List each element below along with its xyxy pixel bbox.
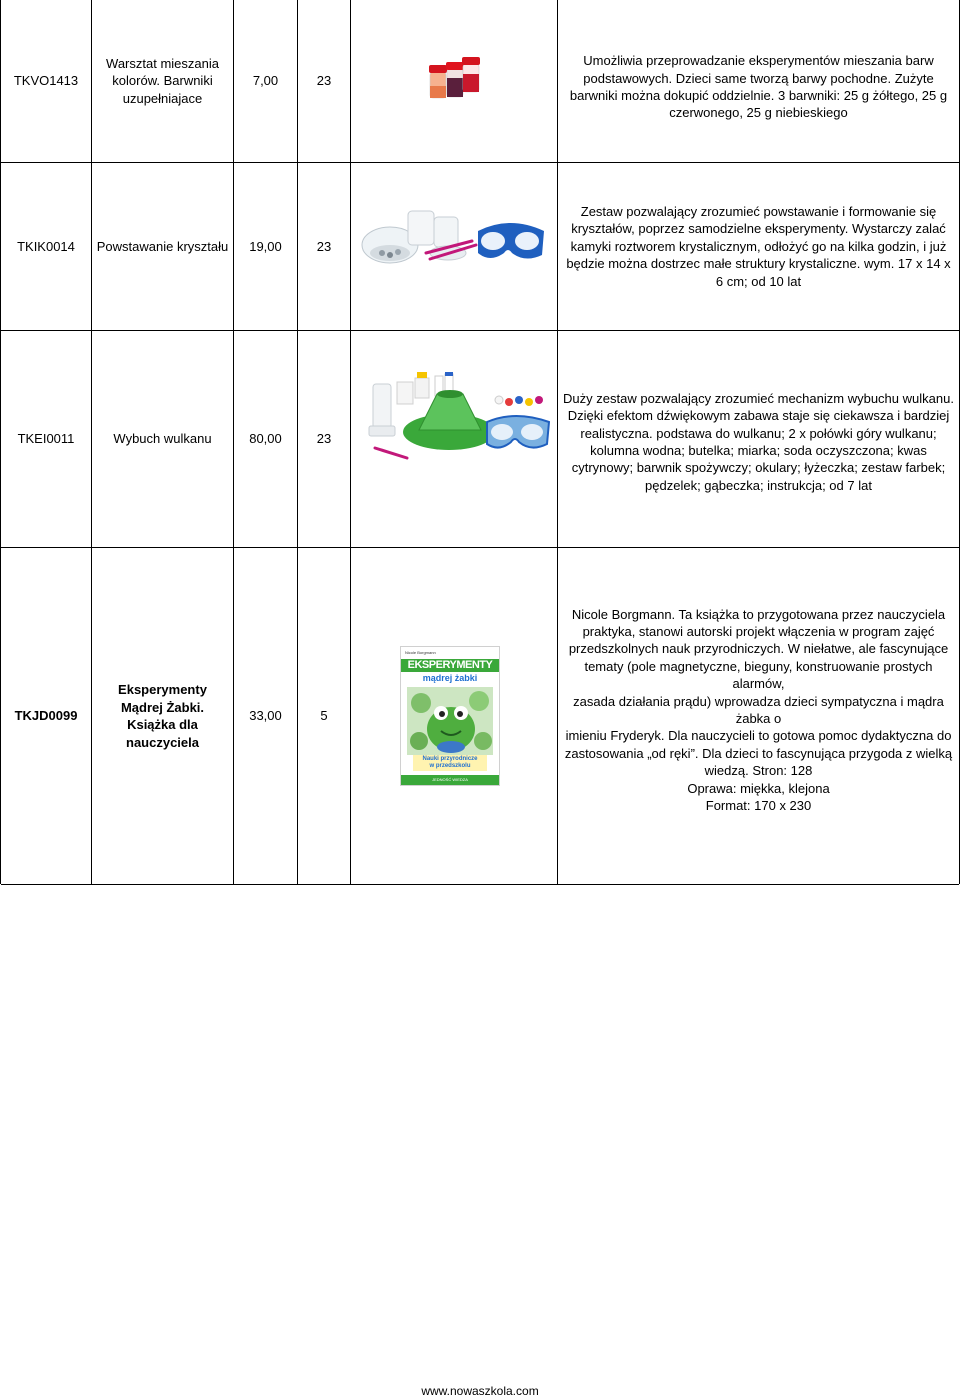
product-code: TKEI0011 (17, 431, 75, 447)
book-subtitle-line2: w przedszkolu (429, 763, 471, 769)
volcano-kit-icon (365, 372, 553, 468)
product-code: TKJD0099 (14, 708, 78, 724)
product-name: Wybuch wulkanu (113, 431, 212, 447)
book-subtitle-line1: Nauki przyrodnicze (422, 756, 478, 762)
description-line: Oprawa: miękka, klejona (687, 780, 830, 796)
product-description: Umożliwia przeprowadzanie eksperymentów mieszania barw podstawowych. Dzieci same tworzą barwy pochodne. Zużyte barwniki można dokupić oddzielnie. 3 barwniki: 25 g żółtego, 25 g czerwonego, 25 g niebieskiego (569, 53, 948, 121)
product-description: Zestaw pozwalający zrozumieć powstawanie i formowanie się kryształów, poprzez samodzielne eksperymenty. Wystarczy zalać kamyki roztworem krystalicznym, odłożyć go na kilka godzin, i już będzie można dostrzec małe struktury krystaliczne. wym. 17 x 14 x 6 cm; od 10 lat (566, 203, 951, 289)
row-divider (1, 884, 959, 885)
product-vat: 5 (320, 708, 328, 724)
product-price: 80,00 (249, 431, 282, 447)
crystal-kit-icon (360, 203, 550, 275)
product-description (558, 548, 959, 884)
column-divider (350, 0, 351, 884)
book-publisher: JEDNOŚĆ WIEDZA (401, 775, 499, 785)
product-vat: 23 (316, 73, 332, 89)
book-title: EKSPERYMENTY (401, 659, 499, 672)
description-line: wiedzą. Stron: 128 (704, 763, 813, 779)
description-line: tematy (pole magnetyczne, bieguny, konstruowanie prostych alarmów, (584, 658, 933, 692)
book-author: Nicole Borgmann (405, 650, 436, 655)
product-vat: 23 (316, 431, 332, 447)
description-line: Nicole Borgmann. Ta książka to przygotowana przez nauczyciela (571, 606, 946, 622)
description-line: praktyka, stanowi autorski projekt włączenia w program zajęć (582, 623, 935, 639)
footer-url[interactable]: www.nowaszkola.com (421, 1384, 539, 1398)
description-line: przedszkolnych nauk przyrodniczych. W niełatwe, ale fascynujące (568, 641, 949, 657)
product-vat: 23 (316, 238, 332, 254)
product-price: 7,00 (252, 73, 279, 89)
description-line: zastosowania „od ręki”. Dla dzieci to fascynująca przygoda z wielką (564, 745, 953, 761)
book-subtitle (413, 755, 487, 771)
product-description: Duży zestaw pozwalający zrozumieć mechanizm wybuchu wulkanu. Dzięki efektom dźwiękowym zabawa staje się ciekawsza i bardziej realistyczna. podstawa do wulkanu; 2 x połówki góry wulkanu; kolumna wodna; butelka; miarka; soda oczyszczona; kwas cytrynowy; barwnik spożywczy; okulary; łyżeczka; zestaw farbek; pędzelek; gąbeczka; instrukcja; od 7 lat (563, 390, 954, 493)
product-name: Warsztat mieszania kolorów. Barwniki uzupełniajace (106, 55, 219, 106)
product-code: TKVO1413 (13, 73, 79, 89)
description-line: imieniu Fryderyk. Dla nauczycieli to gotowa pomoc dydaktyczna do (565, 728, 952, 744)
product-code: TKIK0014 (17, 238, 75, 254)
dye-jars-icon (420, 52, 490, 107)
book-cover-icon (400, 646, 500, 786)
product-name: Powstawanie kryształu (96, 238, 229, 254)
product-price: 33,00 (249, 708, 282, 724)
description-line: zasada działania prądu) wprowadza dzieci sympatyczna i mądra żabka o (573, 693, 944, 726)
book-title-line2: mądrej żabki (422, 673, 478, 683)
product-price: 19,00 (249, 238, 282, 254)
description-line: Format: 170 x 230 (705, 798, 812, 814)
product-name: Eksperymenty Mądrej Żabki. Książka dla nauczyciela (118, 682, 207, 750)
